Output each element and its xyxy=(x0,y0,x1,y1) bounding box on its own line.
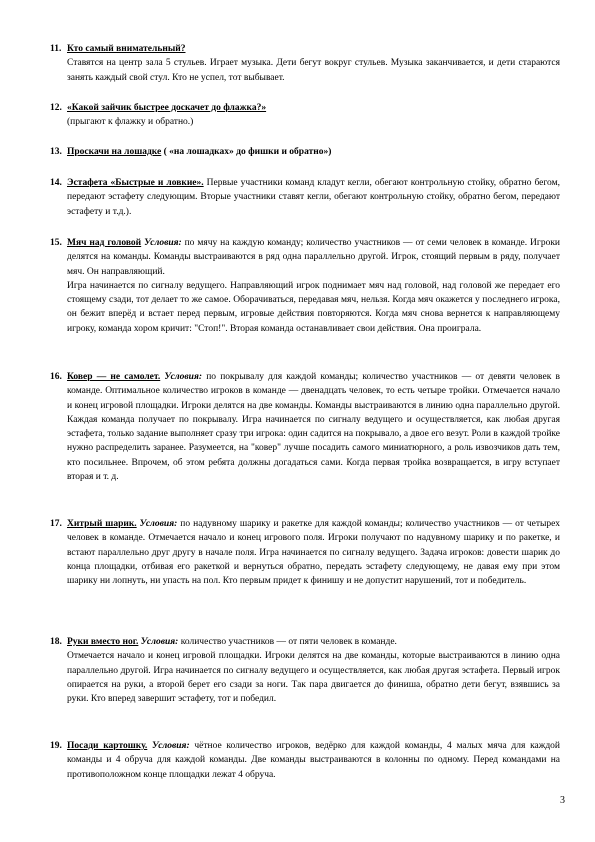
item-condition-label: Условия: xyxy=(138,637,179,647)
item-title: Руки вместо ног. xyxy=(67,637,139,647)
item-text: по покрывалу для каждой команды; количество участников — от девяти человек в команде. Оптимальное количество игроков в команде — двенадцать человек, то есть четыре тройки. Отмечается начало и конец игровой площадки. Игроки делятся на две команды. Команды выстраиваются в линию одна параллельно другой. Каждая команда получает по покрывалу. Игра начинается по сигналу ведущего и осуществляется, как любая другая эстафета, только задание выполняет сразу три игрока: один садится на покрывало, а двое его везут. Роли в каждой тройке нужно распределить заранее. Разумеется, на "ковер" лучше посадить самого миниатюрного, а роль извозчиков дать тем, кто посильнее. Впрочем, об этом ребята должны догадаться сами. Когда первая тройка возвращается, в игру вступает вторая и т. д. xyxy=(67,372,560,483)
item-number: 18. xyxy=(50,637,62,647)
item-number: 14. xyxy=(50,178,62,188)
item-text: по надувному шарику и ракетке для каждой команды; количество участников — от четырех человек в команде. Отмечается начало и конец игрового поля. Игроки получают по надувному шарику и по ракетке, и встают параллельно друг другу в начале поля. Игра начинается по сигналу ведущего. Задача игроков: довести шарик до конца площадки, отбивая его ракеткой и вернуться обратно, передать эстафету следующему, не давая ему при этом шарику ни лопнуть, ни упасть на пол. Кто первым придет к финишу и не допустит нарушений, тот и победитель. xyxy=(67,519,560,587)
item-condition-label: Условия: xyxy=(147,741,190,751)
item-title: Хитрый шарик. xyxy=(67,519,137,529)
item-text: Отмечается начало и конец игровой площадки. Игроки делятся на две команды, которые выстраиваются в линию одна параллельно другой. Игра начинается по сигналу ведущего и осуществляется, как любая другая эстафета. Первый игрок опирается на руки, а второй берет его сзади за ноги. Так пара двигается до финиша, обратно дети бегут, взявшись за руки. Кто вперед завершит эстафету, тот и победил. xyxy=(67,651,560,705)
item-title: Проскачи на лошадке xyxy=(67,147,162,157)
item-title: Кто самый внимательный? xyxy=(67,44,186,54)
item-number: 12. xyxy=(50,103,62,113)
item-14 xyxy=(50,176,560,219)
item-title: Посади картошку. xyxy=(67,741,148,751)
item-13 xyxy=(50,145,560,159)
page-number: 3 xyxy=(560,795,565,806)
item-text: количество участников — от пяти человек в команде. xyxy=(178,637,397,647)
item-number: 19. xyxy=(50,741,62,751)
item-15 xyxy=(50,236,560,336)
item-number: 15. xyxy=(50,238,62,248)
item-text: Ставятся на центр зала 5 стульев. Играет музыка. Дети бегут вокруг стульев. Музыка заканчивается, и дети стараются занять каждый свой стул. Кто не успел, тот выбывает. xyxy=(67,58,560,83)
item-19 xyxy=(50,739,560,782)
item-text: Игра начинается по сигналу ведущего. Направляющий игрок поднимает мяч над головой, над головой же передает его стоящему сзади, тот делает то же самое. Оборачиваться, передавая мяч, нельзя. Когда мяч окажется у последнего игрока, он бежит вперёд и встает перед первым, игровые действия повторяются. Когда мяч снова вернется к направляющему игроку, команда хором кричит: "Стоп!". Вторая команда останавливает свои действия. Она проиграла. xyxy=(67,280,560,334)
item-16 xyxy=(50,370,560,484)
item-text: по мячу на каждую команду; количество участников — от семи человек в команде. Игроки делятся на команды. Команды выстраиваются в ряд одна параллельно другой. Игрок, стоящий первым в ряду, получает мяч. Он направляющий. xyxy=(67,238,561,277)
item-title: Ковер — не самолет. xyxy=(67,372,161,382)
item-number: 13. xyxy=(50,147,62,157)
item-12 xyxy=(50,101,560,130)
item-title: «Какой зайчик быстрее доскачет до флажка?» xyxy=(67,103,267,113)
item-18 xyxy=(50,635,560,706)
item-title: Эстафета «Быстрые и ловкие». xyxy=(67,178,204,188)
item-text: (прыгают к флажку и обратно.) xyxy=(67,117,194,128)
item-condition-label: Условия: xyxy=(136,519,178,529)
item-condition-label: Условия: xyxy=(160,372,203,382)
item-number: 17. xyxy=(50,519,62,529)
item-11 xyxy=(50,42,560,85)
item-text: Первые участники команд кладут кегли, обегают контрольную стойку, обратно бегом, передают эстафету следующим. Вторые участники ставят кегли, обегают контрольную стойку, обратно бегом, передают эстафету и т.д.). xyxy=(67,178,560,217)
item-number: 11. xyxy=(50,44,62,54)
item-condition-label: Условия: xyxy=(141,238,182,248)
item-title: Мяч над головой xyxy=(67,238,142,248)
item-text: чётное количество игроков, ведёрко для каждой команды, 4 малых мяча для каждой команды и 4 обруча для каждой команды. Две команды выстраиваются в колонны по одному. Перед командами на противоположном конце площадки лежат 4 обруча. xyxy=(67,741,560,780)
item-17 xyxy=(50,517,560,588)
item-text: ( «на лошадках» до фишки и обратно») xyxy=(161,147,332,157)
item-number: 16. xyxy=(50,372,62,382)
